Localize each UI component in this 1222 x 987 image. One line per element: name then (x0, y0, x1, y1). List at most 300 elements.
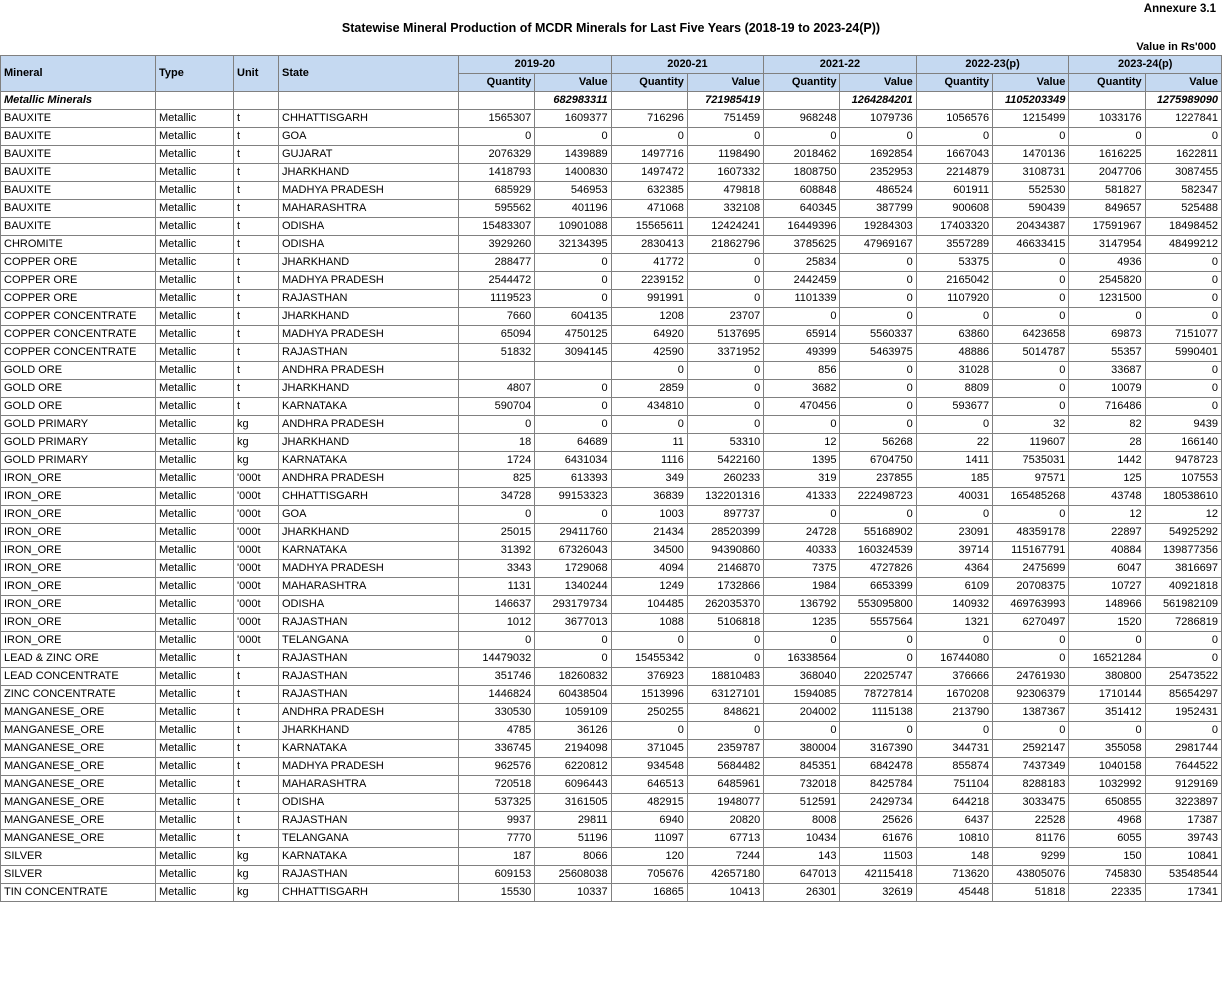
cell-quantity: 63860 (916, 326, 992, 344)
cell-quantity: 705676 (611, 866, 687, 884)
table-row (1, 758, 1222, 776)
cell-value: 0 (687, 632, 763, 650)
section-row (1, 92, 1222, 110)
cell-quantity: 1594085 (764, 686, 840, 704)
cell-mineral: MANGANESE_ORE (1, 812, 156, 830)
cell-value: 262035370 (687, 596, 763, 614)
cell-value: 51818 (993, 884, 1069, 902)
section-total-cell: 1264284201 (840, 92, 916, 110)
cell-type: Metallic (156, 578, 234, 596)
cell-type: Metallic (156, 416, 234, 434)
cell-unit: t (234, 830, 279, 848)
cell-state: MADHYA PRADESH (279, 272, 459, 290)
cell-unit: t (234, 398, 279, 416)
cell-value: 0 (993, 632, 1069, 650)
cell-quantity: 17591967 (1069, 218, 1145, 236)
cell-quantity: 590704 (459, 398, 535, 416)
cell-value: 22528 (993, 812, 1069, 830)
cell-quantity: 148 (916, 848, 992, 866)
table-row (1, 506, 1222, 524)
table-row (1, 290, 1222, 308)
cell-quantity: 1411 (916, 452, 992, 470)
cell-value: 7151077 (1145, 326, 1221, 344)
value-unit-note: Value in Rs'000 (1136, 41, 1216, 53)
cell-value: 401196 (535, 200, 611, 218)
section-blank-cell (279, 92, 459, 110)
header-quantity-2021-22: Quantity (764, 74, 840, 92)
mineral-production-table (0, 55, 1222, 902)
cell-unit: t (234, 650, 279, 668)
cell-quantity: 36839 (611, 488, 687, 506)
cell-value: 0 (535, 272, 611, 290)
cell-unit: t (234, 668, 279, 686)
cell-quantity: 0 (916, 128, 992, 146)
cell-value: 5106818 (687, 614, 763, 632)
table-row (1, 524, 1222, 542)
cell-quantity: 48886 (916, 344, 992, 362)
cell-value: 1059109 (535, 704, 611, 722)
cell-value: 29811 (535, 812, 611, 830)
cell-quantity: 349 (611, 470, 687, 488)
cell-unit: '000t (234, 524, 279, 542)
page-title: Statewise Mineral Production of MCDR Minerals for Last Five Years (2018-19 to 2023-24(P)) (341, 21, 881, 35)
cell-value: 5463975 (840, 344, 916, 362)
cell-state: RAJASTHAN (279, 668, 459, 686)
section-total-cell (459, 92, 535, 110)
cell-value: 12424241 (687, 218, 763, 236)
cell-value: 0 (1145, 290, 1221, 308)
cell-state: GOA (279, 506, 459, 524)
cell-mineral: TIN CONCENTRATE (1, 884, 156, 902)
cell-quantity: 355058 (1069, 740, 1145, 758)
cell-value: 293179734 (535, 596, 611, 614)
cell-type: Metallic (156, 200, 234, 218)
cell-quantity: 745830 (1069, 866, 1145, 884)
cell-state: JHARKHAND (279, 722, 459, 740)
cell-quantity: 16744080 (916, 650, 992, 668)
header-quantity-2020-21: Quantity (611, 74, 687, 92)
cell-type: Metallic (156, 308, 234, 326)
cell-quantity: 1513996 (611, 686, 687, 704)
cell-value: 32 (993, 416, 1069, 434)
cell-type: Metallic (156, 704, 234, 722)
cell-quantity: 1321 (916, 614, 992, 632)
cell-quantity: 1616225 (1069, 146, 1145, 164)
cell-type: Metallic (156, 218, 234, 236)
cell-quantity: 608848 (764, 182, 840, 200)
cell-value: 2194098 (535, 740, 611, 758)
cell-quantity: 1984 (764, 578, 840, 596)
cell-value: 54925292 (1145, 524, 1221, 542)
section-label: Metallic Minerals (1, 92, 156, 110)
cell-value: 21862796 (687, 236, 763, 254)
cell-type: Metallic (156, 434, 234, 452)
cell-type: Metallic (156, 740, 234, 758)
cell-type: Metallic (156, 524, 234, 542)
cell-value: 3087455 (1145, 164, 1221, 182)
cell-value: 0 (840, 506, 916, 524)
cell-value: 0 (535, 650, 611, 668)
section-total-cell (764, 92, 840, 110)
cell-quantity: 537325 (459, 794, 535, 812)
table-row (1, 614, 1222, 632)
cell-quantity: 2859 (611, 380, 687, 398)
cell-value: 3033475 (993, 794, 1069, 812)
cell-value: 78727814 (840, 686, 916, 704)
cell-quantity: 6055 (1069, 830, 1145, 848)
cell-unit: '000t (234, 506, 279, 524)
header-year-2020-21: 2020-21 (611, 56, 764, 74)
cell-quantity: 825 (459, 470, 535, 488)
cell-mineral: MANGANESE_ORE (1, 758, 156, 776)
cell-quantity: 136792 (764, 596, 840, 614)
cell-quantity: 2214879 (916, 164, 992, 182)
cell-state: MAHARASHTRA (279, 200, 459, 218)
cell-value: 3094145 (535, 344, 611, 362)
cell-state: GUJARAT (279, 146, 459, 164)
cell-quantity: 0 (764, 308, 840, 326)
cell-state: MAHARASHTRA (279, 578, 459, 596)
cell-quantity: 470456 (764, 398, 840, 416)
cell-quantity: 26301 (764, 884, 840, 902)
section-total-cell: 682983311 (535, 92, 611, 110)
cell-quantity: 1395 (764, 452, 840, 470)
table-row (1, 308, 1222, 326)
table-row (1, 830, 1222, 848)
cell-mineral: IRON_ORE (1, 524, 156, 542)
cell-unit: kg (234, 866, 279, 884)
cell-value: 53548544 (1145, 866, 1221, 884)
cell-unit: t (234, 308, 279, 326)
cell-value: 0 (687, 650, 763, 668)
cell-value: 613393 (535, 470, 611, 488)
cell-quantity: 10434 (764, 830, 840, 848)
table-row (1, 794, 1222, 812)
cell-quantity: 65094 (459, 326, 535, 344)
cell-unit: t (234, 182, 279, 200)
cell-state: CHHATTISGARH (279, 488, 459, 506)
cell-mineral: LEAD CONCENTRATE (1, 668, 156, 686)
cell-mineral: COPPER CONCENTRATE (1, 344, 156, 362)
table-row (1, 362, 1222, 380)
cell-value: 0 (840, 308, 916, 326)
cell-value: 0 (840, 380, 916, 398)
cell-value: 81176 (993, 830, 1069, 848)
cell-quantity: 376923 (611, 668, 687, 686)
cell-value: 48499212 (1145, 236, 1221, 254)
cell-quantity: 22335 (1069, 884, 1145, 902)
cell-quantity: 632385 (611, 182, 687, 200)
cell-quantity: 4968 (1069, 812, 1145, 830)
cell-quantity: 2544472 (459, 272, 535, 290)
cell-quantity: 1497716 (611, 146, 687, 164)
cell-quantity: 69873 (1069, 326, 1145, 344)
cell-quantity: 39714 (916, 542, 992, 560)
cell-quantity: 7375 (764, 560, 840, 578)
cell-value: 5684482 (687, 758, 763, 776)
cell-mineral: GOLD ORE (1, 380, 156, 398)
cell-unit: t (234, 128, 279, 146)
cell-mineral: GOLD PRIMARY (1, 434, 156, 452)
cell-value: 36126 (535, 722, 611, 740)
cell-value: 67713 (687, 830, 763, 848)
cell-unit: t (234, 290, 279, 308)
cell-quantity: 344731 (916, 740, 992, 758)
table-row (1, 578, 1222, 596)
cell-quantity: 1119523 (459, 290, 535, 308)
cell-mineral: COPPER CONCENTRATE (1, 326, 156, 344)
cell-quantity: 10810 (916, 830, 992, 848)
cell-quantity: 934548 (611, 758, 687, 776)
cell-value: 0 (687, 254, 763, 272)
cell-type: Metallic (156, 362, 234, 380)
cell-quantity: 471068 (611, 200, 687, 218)
cell-type: Metallic (156, 344, 234, 362)
cell-mineral: MANGANESE_ORE (1, 830, 156, 848)
cell-quantity: 15455342 (611, 650, 687, 668)
cell-value: 0 (993, 650, 1069, 668)
cell-mineral: CHROMITE (1, 236, 156, 254)
cell-quantity: 2442459 (764, 272, 840, 290)
cell-state: KARNATAKA (279, 848, 459, 866)
cell-value: 0 (840, 362, 916, 380)
cell-value: 9439 (1145, 416, 1221, 434)
cell-value: 0 (687, 362, 763, 380)
cell-value: 3223897 (1145, 794, 1221, 812)
cell-quantity: 23091 (916, 524, 992, 542)
cell-value: 2429734 (840, 794, 916, 812)
header-value-2023-24: Value (1145, 74, 1221, 92)
cell-value: 0 (993, 128, 1069, 146)
cell-value: 0 (1145, 632, 1221, 650)
table-row (1, 434, 1222, 452)
cell-value: 0 (993, 272, 1069, 290)
cell-quantity: 65914 (764, 326, 840, 344)
cell-quantity: 3343 (459, 560, 535, 578)
cell-value: 0 (535, 632, 611, 650)
cell-value: 0 (993, 290, 1069, 308)
table-row (1, 668, 1222, 686)
cell-type: Metallic (156, 632, 234, 650)
cell-type: Metallic (156, 758, 234, 776)
cell-quantity: 41333 (764, 488, 840, 506)
cell-value: 222498723 (840, 488, 916, 506)
cell-unit: t (234, 704, 279, 722)
cell-quantity: 33687 (1069, 362, 1145, 380)
cell-value: 43805076 (993, 866, 1069, 884)
cell-state: JHARKHAND (279, 380, 459, 398)
cell-value: 42657180 (687, 866, 763, 884)
cell-quantity: 855874 (916, 758, 992, 776)
cell-unit: t (234, 380, 279, 398)
cell-value: 6704750 (840, 452, 916, 470)
cell-value: 4727826 (840, 560, 916, 578)
table-row (1, 560, 1222, 578)
cell-quantity: 1808750 (764, 164, 840, 182)
cell-value: 260233 (687, 470, 763, 488)
cell-unit: '000t (234, 560, 279, 578)
cell-value: 0 (993, 380, 1069, 398)
cell-mineral: IRON_ORE (1, 560, 156, 578)
cell-state: RAJASTHAN (279, 290, 459, 308)
cell-quantity: 15483307 (459, 218, 535, 236)
cell-quantity: 581827 (1069, 182, 1145, 200)
cell-quantity: 1032992 (1069, 776, 1145, 794)
cell-value: 0 (535, 416, 611, 434)
cell-state: JHARKHAND (279, 254, 459, 272)
cell-quantity: 53375 (916, 254, 992, 272)
cell-state: ODISHA (279, 218, 459, 236)
cell-value: 99153323 (535, 488, 611, 506)
cell-value: 6485961 (687, 776, 763, 794)
cell-state: KARNATAKA (279, 452, 459, 470)
cell-quantity: 640345 (764, 200, 840, 218)
cell-unit: kg (234, 884, 279, 902)
cell-quantity: 2239152 (611, 272, 687, 290)
header-value-2019-20: Value (535, 74, 611, 92)
cell-value: 0 (840, 128, 916, 146)
cell-quantity: 0 (611, 128, 687, 146)
cell-state: RAJASTHAN (279, 866, 459, 884)
cell-state: CHHATTISGARH (279, 884, 459, 902)
cell-quantity: 187 (459, 848, 535, 866)
section-total-cell (1069, 92, 1145, 110)
cell-value: 5557564 (840, 614, 916, 632)
cell-mineral: MANGANESE_ORE (1, 722, 156, 740)
cell-value: 6431034 (535, 452, 611, 470)
cell-value: 6653399 (840, 578, 916, 596)
cell-quantity: 24728 (764, 524, 840, 542)
cell-quantity: 2018462 (764, 146, 840, 164)
cell-quantity: 40031 (916, 488, 992, 506)
cell-type: Metallic (156, 164, 234, 182)
cell-unit: t (234, 218, 279, 236)
cell-value: 11503 (840, 848, 916, 866)
cell-quantity: 0 (916, 632, 992, 650)
cell-value: 0 (993, 308, 1069, 326)
cell-quantity: 0 (916, 416, 992, 434)
cell-quantity: 351412 (1069, 704, 1145, 722)
cell-value: 0 (1145, 362, 1221, 380)
cell-mineral: MANGANESE_ORE (1, 740, 156, 758)
cell-value: 9299 (993, 848, 1069, 866)
cell-mineral: SILVER (1, 848, 156, 866)
cell-value: 180538610 (1145, 488, 1221, 506)
cell-unit: '000t (234, 542, 279, 560)
cell-mineral: GOLD PRIMARY (1, 416, 156, 434)
cell-value: 55168902 (840, 524, 916, 542)
cell-state: ODISHA (279, 794, 459, 812)
cell-value: 0 (1145, 254, 1221, 272)
cell-value: 1470136 (993, 146, 1069, 164)
header-unit: Unit (234, 56, 279, 92)
table-row (1, 416, 1222, 434)
section-total-cell (916, 92, 992, 110)
cell-value: 1948077 (687, 794, 763, 812)
section-total-cell: 1275989090 (1145, 92, 1221, 110)
cell-unit: t (234, 776, 279, 794)
cell-quantity: 49399 (764, 344, 840, 362)
cell-quantity: 685929 (459, 182, 535, 200)
header-year-2021-22: 2021-22 (764, 56, 917, 74)
cell-quantity: 0 (764, 416, 840, 434)
cell-quantity: 12 (1069, 506, 1145, 524)
cell-state: MADHYA PRADESH (279, 758, 459, 776)
table-row (1, 110, 1222, 128)
cell-value: 0 (840, 290, 916, 308)
cell-type: Metallic (156, 470, 234, 488)
cell-quantity: 0 (764, 722, 840, 740)
cell-unit: t (234, 794, 279, 812)
cell-quantity: 716296 (611, 110, 687, 128)
cell-state: MAHARASHTRA (279, 776, 459, 794)
cell-quantity: 9937 (459, 812, 535, 830)
cell-quantity: 1724 (459, 452, 535, 470)
table-row (1, 776, 1222, 794)
cell-quantity: 11097 (611, 830, 687, 848)
cell-type: Metallic (156, 848, 234, 866)
cell-value: 0 (993, 398, 1069, 416)
cell-quantity: 330530 (459, 704, 535, 722)
cell-value: 0 (1145, 272, 1221, 290)
section-blank-cell (234, 92, 279, 110)
cell-state: ODISHA (279, 596, 459, 614)
cell-value: 51196 (535, 830, 611, 848)
table-row (1, 542, 1222, 560)
section-total-cell: 721985419 (687, 92, 763, 110)
cell-quantity: 55357 (1069, 344, 1145, 362)
cell-quantity: 6047 (1069, 560, 1145, 578)
cell-value: 897737 (687, 506, 763, 524)
cell-value: 6096443 (535, 776, 611, 794)
cell-mineral: IRON_ORE (1, 614, 156, 632)
cell-quantity: 104485 (611, 596, 687, 614)
cell-value: 17387 (1145, 812, 1221, 830)
table-row (1, 272, 1222, 290)
cell-state: ODISHA (279, 236, 459, 254)
table-row (1, 452, 1222, 470)
cell-value: 19284303 (840, 218, 916, 236)
table-row (1, 380, 1222, 398)
cell-value: 0 (993, 722, 1069, 740)
section-blank-cell (156, 92, 234, 110)
cell-value: 119607 (993, 434, 1069, 452)
cell-quantity: 0 (1069, 722, 1145, 740)
cell-unit: t (234, 722, 279, 740)
cell-value: 32619 (840, 884, 916, 902)
cell-value: 1609377 (535, 110, 611, 128)
cell-value: 23707 (687, 308, 763, 326)
cell-value: 115167791 (993, 542, 1069, 560)
cell-value: 0 (1145, 380, 1221, 398)
cell-type: Metallic (156, 506, 234, 524)
cell-quantity: 0 (459, 128, 535, 146)
cell-value: 0 (535, 398, 611, 416)
cell-mineral: BAUXITE (1, 218, 156, 236)
cell-quantity: 1033176 (1069, 110, 1145, 128)
cell-quantity: 16449396 (764, 218, 840, 236)
cell-quantity: 0 (611, 362, 687, 380)
cell-state: JHARKHAND (279, 164, 459, 182)
cell-value: 0 (535, 380, 611, 398)
cell-mineral: IRON_ORE (1, 488, 156, 506)
cell-quantity: 1040158 (1069, 758, 1145, 776)
cell-type: Metallic (156, 830, 234, 848)
cell-quantity: 6437 (916, 812, 992, 830)
cell-value: 1952431 (1145, 704, 1221, 722)
cell-value: 28520399 (687, 524, 763, 542)
cell-value: 10901088 (535, 218, 611, 236)
